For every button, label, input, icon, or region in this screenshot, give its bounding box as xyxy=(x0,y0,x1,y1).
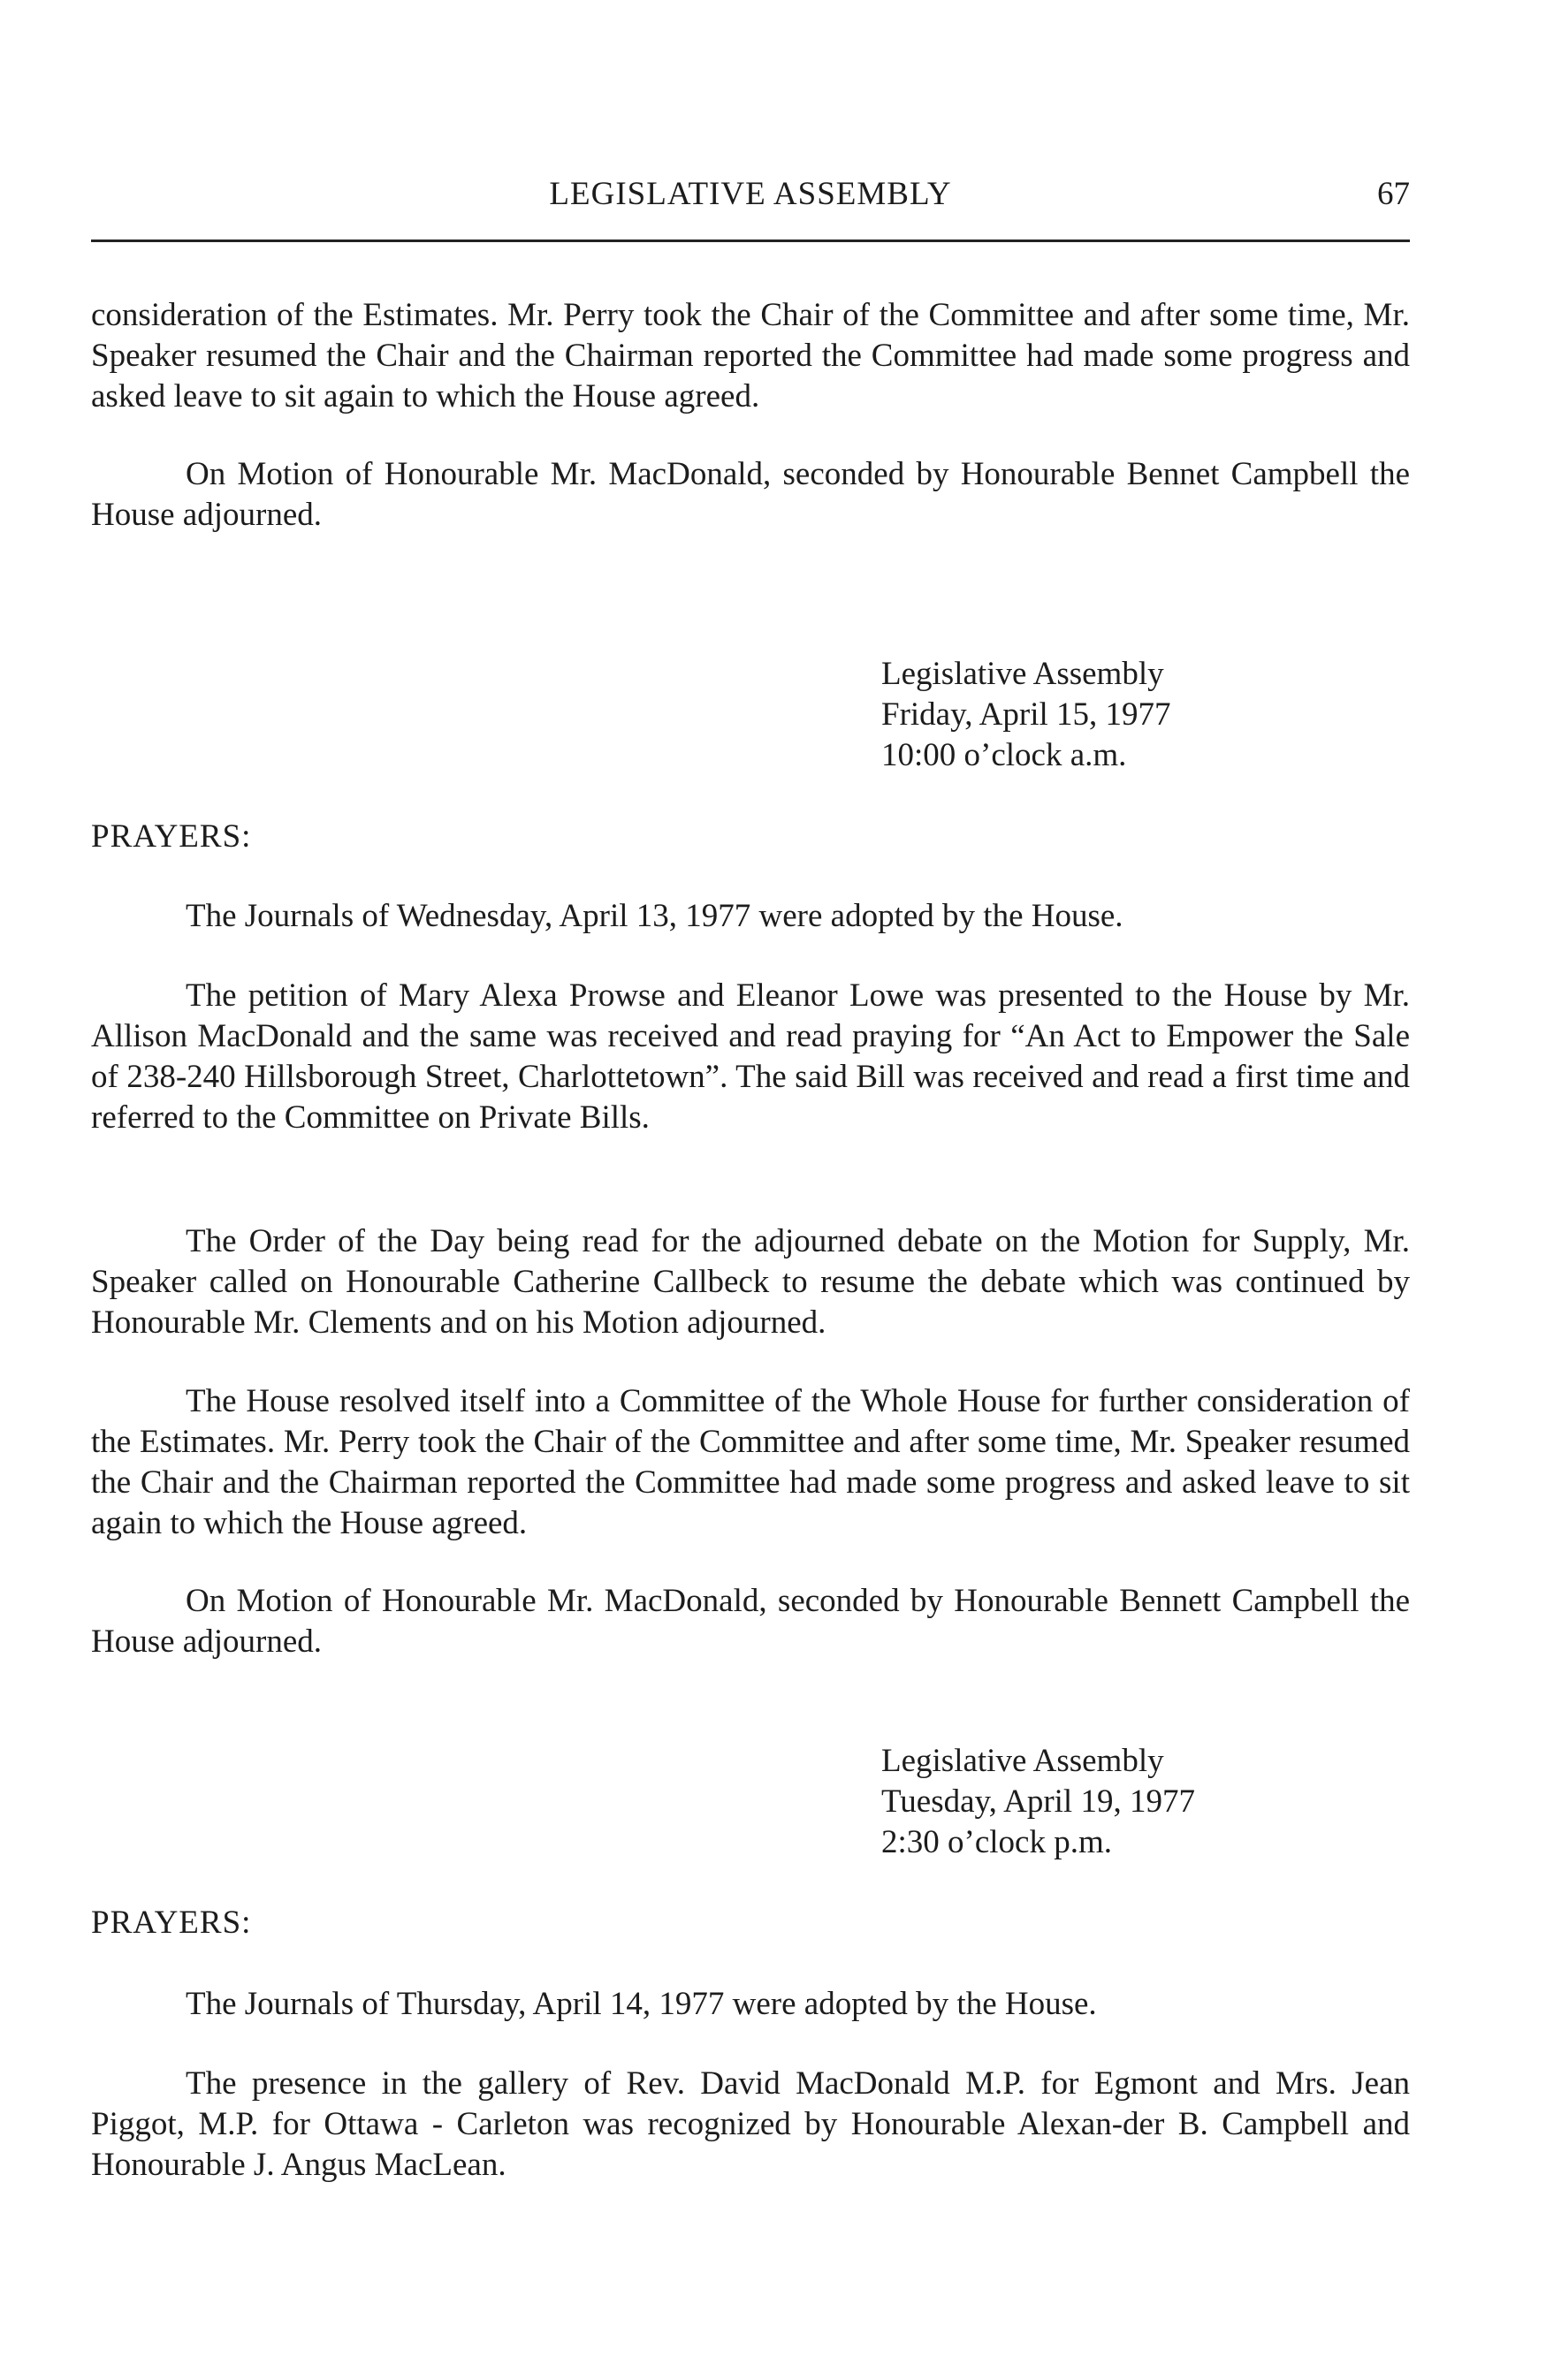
sitting-date: Tuesday, April 19, 1977 xyxy=(881,1783,1195,1820)
page-number: 67 xyxy=(1377,176,1410,212)
paragraph-journals-adopted-1: The Journals of Wednesday, April 13, 1977 were adopted by the House. xyxy=(186,898,1123,934)
paragraph-continued-estimates: consideration of the Estimates. Mr. Perry took the Chair of the Committee and after some time, Mr. Speaker resumed the Chair and the Chairman reported the Committee had made some progress and asked leave to sit again to which the House agreed. xyxy=(91,297,1410,414)
sitting-heading-april-15 xyxy=(881,654,1171,776)
sitting-heading-april-19 xyxy=(881,1741,1195,1863)
paragraph-order-of-day: The Order of the Day being read for the adjourned debate on the Motion for Supply, Mr. Speaker called on Honourable Catherine Callbeck to resume the debate which was continued by Honourable Mr. Clements and on his Motion adjourned. xyxy=(91,1223,1410,1341)
sitting-time: 2:30 o’clock p.m. xyxy=(881,1824,1113,1860)
page-header xyxy=(91,175,1410,228)
sitting-body: Legislative Assembly xyxy=(881,1743,1164,1779)
sitting-time: 10:00 o’clock a.m. xyxy=(881,737,1127,773)
sitting-date: Friday, April 15, 1977 xyxy=(881,696,1171,733)
paragraph-petition: The petition of Mary Alexa Prowse and Eleanor Lowe was presented to the House by Mr. Allison MacDonald and the same was received and read praying for “An Act to Empower the Sale of 238-240 Hillsborough Street, Charlottetown”. The said Bill was received and read a first time and referred to the Committee on Private Bills. xyxy=(91,977,1410,1136)
paragraph-journals-adopted-2: The Journals of Thursday, April 14, 1977 were adopted by the House. xyxy=(186,1986,1097,2022)
prayers-heading: PRAYERS: xyxy=(91,1905,252,1941)
prayers-heading: PRAYERS: xyxy=(91,818,252,855)
sitting-body: Legislative Assembly xyxy=(881,656,1164,692)
paragraph-adjournment-2: On Motion of Honourable Mr. MacDonald, seconded by Honourable Bennett Campbell the House adjourned. xyxy=(91,1583,1410,1660)
header-rule xyxy=(91,240,1410,242)
running-title: LEGISLATIVE ASSEMBLY xyxy=(549,176,952,212)
paragraph-gallery-presence: The presence in the gallery of Rev. David MacDonald M.P. for Egmont and Mrs. Jean Piggot, M.P. for Ottawa - Carleton was recognized by Honourable Alexan-der B. Campbell and Honourable J. Angus MacLean. xyxy=(91,2065,1410,2183)
paragraph-adjournment-1: On Motion of Honourable Mr. MacDonald, seconded by Honourable Bennet Campbell the House adjourned. xyxy=(91,456,1410,533)
paragraph-committee-whole-house: The House resolved itself into a Committee of the Whole House for further consideration of the Estimates. Mr. Perry took the Chair of the Committee and after some time, Mr. Speaker resumed the Chair and the Chairman reported the Committee had made some progress and asked leave to sit again to which the House agreed. xyxy=(91,1383,1410,1541)
